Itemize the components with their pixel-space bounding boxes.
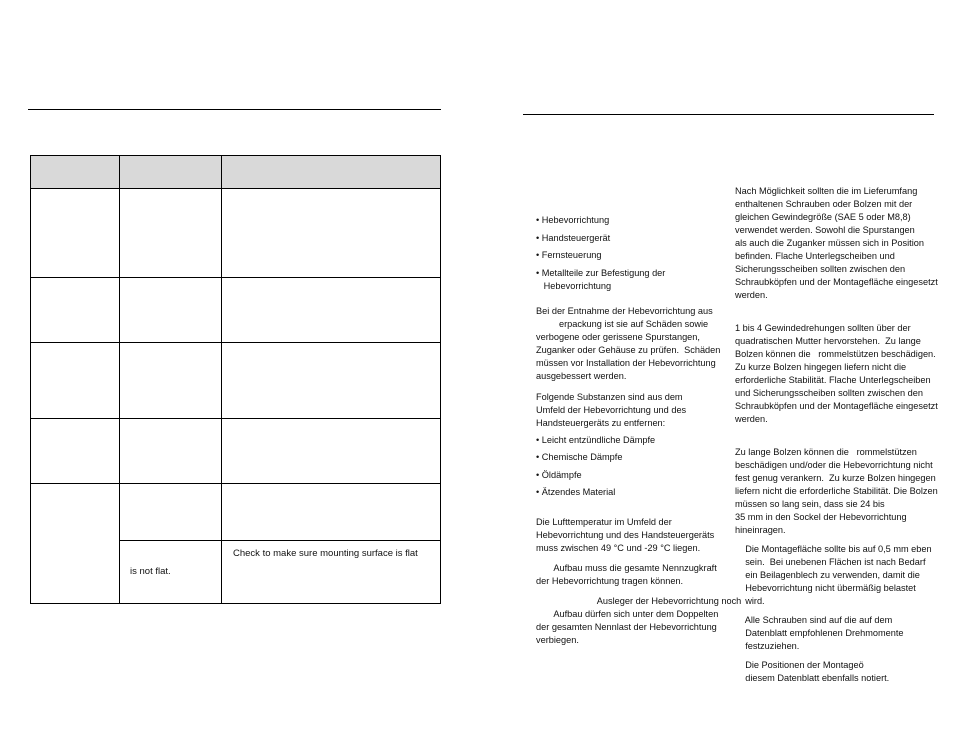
text-line: und Sicherungsscheiben sollten zwischen den	[735, 388, 923, 398]
text-line: Aufbau dürfen sich unter dem Doppelten	[536, 608, 719, 619]
text-line: • Metallteile zur Befestigung der	[536, 267, 666, 278]
text-line: • Handsteuergerät	[536, 232, 611, 243]
table-row-divider	[31, 342, 440, 343]
table-row-divider	[31, 418, 440, 419]
inspection-paragraph	[536, 305, 741, 383]
components-list	[536, 214, 741, 293]
text-line: müssen vor Installation der Hebevorrichtung	[536, 357, 716, 368]
long-bolts-paragraph	[735, 446, 938, 537]
load-paragraph-1	[536, 562, 741, 588]
text-line: • Leicht entzündliche Dämpfe	[536, 434, 656, 445]
text-line: Nach Möglichkeit sollten die im Lieferumfang	[735, 186, 918, 196]
text-line: Hebevorrichtung nicht übermäßig belastet	[735, 583, 916, 593]
text-line: Datenblatt empfohlenen Drehmomente	[735, 628, 904, 638]
text-line: als auch die Zuganker müssen sich in Position	[735, 238, 924, 248]
text-line: Zu kurze Bolzen hingegen liefern nicht die	[735, 362, 907, 372]
text-line: Hebevorrichtung	[536, 280, 612, 291]
text-line: diesem Datenblatt ebenfalls notiert.	[735, 673, 890, 683]
text-line: beschädigen und/oder die Hebevorrichtung nicht	[735, 460, 933, 470]
threads-paragraph	[735, 322, 938, 426]
text-line: hineinragen.	[735, 525, 786, 535]
text-line: gleichen Gewindegröße (SAE 5 oder M8,8)	[735, 212, 911, 222]
load-paragraph-2	[536, 595, 741, 647]
table-row-divider	[119, 540, 440, 541]
text-line: werden.	[735, 414, 768, 424]
bolts-paragraph	[735, 185, 938, 302]
torque-paragraph	[735, 614, 938, 653]
top-rule-right	[523, 114, 934, 115]
substances-intro	[536, 391, 741, 430]
text-line: 1 bis 4 Gewindedrehungen sollten über der	[735, 323, 911, 333]
text-line: wird.	[735, 596, 765, 606]
text-line: Ausleger der Hebevorrichtung noch	[536, 595, 742, 606]
text-line: Hebevorrichtung und des Handsteuergeräts	[536, 529, 715, 540]
table-cell-cause: is not flat.	[130, 566, 171, 577]
middle-text-column	[536, 214, 741, 647]
table-cell-remedy: Check to make sure mounting surface is flat	[233, 548, 418, 559]
text-line: Bolzen können die rommelstützen beschädigen.	[735, 349, 936, 359]
text-line: Umfeld der Hebevorrichtung und des	[536, 404, 687, 415]
text-line: • Chemische Dämpfe	[536, 452, 623, 462]
text-line: ein Beilagenblech zu verwenden, damit die	[735, 570, 920, 580]
text-line: Schraubköpfen und der Montagefläche eingesetzt	[735, 401, 938, 411]
text-line: enthaltenen Schrauben oder Bolzen mit der	[735, 199, 913, 209]
text-line: • Fernsteuerung	[536, 250, 602, 260]
text-line: Schraubköpfen und der Montagefläche eingesetzt	[735, 277, 938, 287]
text-line: Zu lange Bolzen können die rommelstützen	[735, 447, 917, 457]
text-line: verbogene oder gerissene Spurstangen,	[536, 331, 700, 342]
text-line: liefern nicht die erforderliche Stabilität. Die Bolzen	[735, 486, 938, 496]
text-line: der gesamten Nennlast der Hebevorrichtung	[536, 621, 717, 632]
table-col-divider-2	[221, 156, 222, 603]
positions-paragraph	[735, 659, 938, 685]
text-line: der Hebevorrichtung tragen können.	[536, 575, 684, 586]
text-line: Sicherungsscheiben sollten zwischen den	[735, 264, 906, 274]
text-line: verbiegen.	[536, 634, 579, 645]
table-header-row	[31, 156, 440, 189]
text-line: 35 mm in den Sockel der Hebevorrichtung	[735, 512, 907, 522]
text-line: befinden. Flache Unterlegscheiben und	[735, 251, 895, 261]
text-line: müssen so lang sein, dass sie 24 bis	[735, 499, 885, 509]
troubleshooting-table	[30, 155, 441, 604]
text-line: muss zwischen 49 °C und -29 °C liegen.	[536, 542, 701, 553]
text-line: Handsteuergeräts zu entfernen:	[536, 417, 666, 428]
text-line: werden.	[735, 290, 768, 300]
right-text-column	[735, 185, 938, 685]
text-line: erforderliche Stabilität. Flache Unterlegscheiben	[735, 375, 931, 385]
text-line: Folgende Substanzen sind aus dem	[536, 391, 683, 402]
text-line: Zuganker oder Gehäuse zu prüfen. Schäden	[536, 344, 721, 355]
text-line: • Hebevorrichtung	[536, 215, 610, 225]
table-row-divider	[31, 277, 440, 278]
text-line: sein. Bei unebenen Flächen ist nach Bedarf	[735, 557, 926, 567]
table-row-divider	[31, 483, 440, 484]
text-line: Alle Schrauben sind auf die auf dem	[735, 615, 893, 625]
substances-list	[536, 434, 741, 500]
text-line: Aufbau muss die gesamte Nennzugkraft	[536, 562, 717, 573]
text-line: verwendet werden. Sowohl die Spurstangen	[735, 225, 915, 235]
text-line: quadratischen Mutter hervorstehen. Zu lange	[735, 336, 921, 346]
text-line: fest genug verankern. Zu kurze Bolzen hingegen	[735, 473, 936, 483]
top-rule-left	[28, 109, 441, 110]
text-line: festzuziehen.	[735, 641, 800, 651]
text-line: • Öldämpfe	[536, 469, 582, 480]
temperature-paragraph	[536, 516, 741, 555]
flatness-paragraph	[735, 543, 938, 608]
text-line: erpackung ist sie auf Schäden sowie	[536, 318, 709, 329]
table-col-divider-1	[119, 156, 120, 603]
text-line: Die Montagefläche sollte bis auf 0,5 mm eben	[735, 544, 932, 554]
text-line: • Ätzendes Material	[536, 487, 616, 497]
text-line: Bei der Entnahme der Hebevorrichtung aus	[536, 305, 713, 316]
text-line: ausgebessert werden.	[536, 370, 627, 381]
text-line: Die Lufttemperatur im Umfeld der	[536, 516, 672, 527]
text-line: Die Positionen der Montageö	[735, 660, 864, 670]
